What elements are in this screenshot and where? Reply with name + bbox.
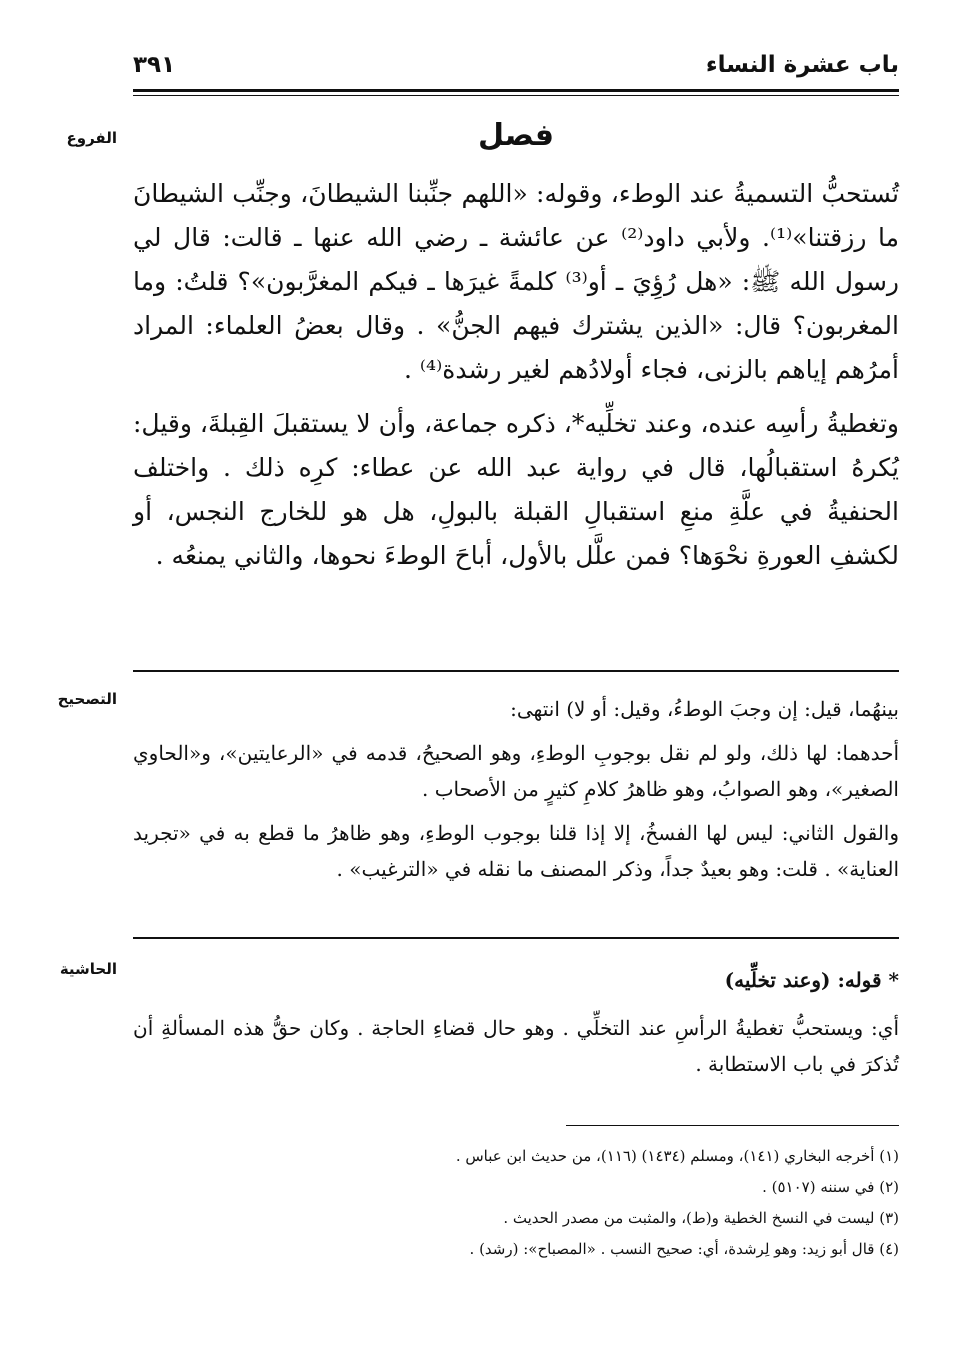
tashih-paragraph-2: أحدهما: لها ذلك، ولو لم نقل بوجوبِ الوطءِ، وهو الصحيحُ، قدمه في «الرعايتين»، و«الحاوي الصغير»، وهو الصوابُ، وهو ظاهرُ كلامِ كثيرٍ من الأصحاب .: [133, 741, 899, 801]
footnote-rule: [566, 1125, 899, 1126]
footnote-4: (٤) قال أبو زيد: وهو لِرشدة، أي: صحيح النسب . «المصباح»: (رشد) .: [469, 1240, 899, 1258]
main-paragraph-1: تُستحبُّ التسميةُ عند الوطء، وقوله: «اللهم جنِّبنا الشيطانَ، وجنِّب الشيطانَ ما رزقتنا»⁽¹⁾. ولأبي داود⁽²⁾ عن عائشة ـ رضي الله عنها ـ قالت: قال لي رسول الله ﷺ: «هل رُؤِيَ ـ أو⁽³⁾ كلمةً غيرَها ـ فيكم المغرَّبون»؟ قلتُ: وما المغربون؟ قال: «الذين يشترك فيهم الجنُّ» . وقال بعضُ العلماء: المراد أمرُهم إياهم بالزنى، فجاء أولادُهم لغير رشدة⁽⁴⁾ .: [133, 179, 899, 384]
footnote-3: (٣) ليست في النسخ الخطية و(ط)، والمثبت من مصدر الحديث .: [503, 1209, 899, 1227]
main-paragraph-2: وتغطيةُ رأسِه عنده، وعند تخلِّيه*، ذكره جماعة، وأن لا يستقبلَ القِبلةَ، وقيل: يُكرهُ استقبالُها، قال في رواية عبد الله عن عطاء: كرِه ذلك . واختلف الحنفيةُ في علَّةِ منعِ استقبالِ القبلة بالبولِ، هل هو للخارج النجس، أو لكشفِ العورةِ نحْوَها؟ فمن علَّل بالأول، أباحَ الوطءَ نحوها، والثاني يمنعُه .: [133, 409, 899, 570]
chapter-title: باب عشرة النساء: [705, 52, 899, 78]
tashih-text: [133, 691, 899, 895]
tashih-paragraph-1: بينهُما، قيل: إن وجبَ الوطءُ، وقيل: أو لا) انتهى:: [510, 697, 899, 721]
running-head: [133, 50, 899, 90]
margin-label-furu: الفروع: [66, 129, 117, 147]
section-divider-hashiya: [133, 937, 899, 939]
section-heading: فصل: [478, 118, 554, 153]
tashih-paragraph-3: والقول الثاني: ليس لها الفسخُ، إلا إذا قلنا بوجوب الوطءِ، وهو ظاهرُ ما قطع به في «تجريد العناية» . قلت: وهو بعيدٌ جداً، وذكر المصنف ما نقله في «الترغيب» .: [133, 821, 899, 881]
hashiya-text: [133, 962, 899, 1094]
margin-label-hashiya: الحاشية: [59, 960, 117, 978]
main-text: [133, 172, 899, 588]
header-rule: [133, 89, 899, 95]
footnotes: [133, 1146, 899, 1270]
section-divider-tashih: [133, 670, 899, 672]
hashiya-heading: * قوله: (وعند تخلِّيه): [724, 968, 899, 992]
hashiya-paragraph: أي: ويستحبُّ تغطيةُ الرأسِ عند التخلِّي . وهو حال قضاءِ الحاجة . وكان حقُّ هذه المسألةِ أن تُذكرَ في باب الاستطابة .: [133, 1016, 899, 1076]
footnote-1: (١) أخرجه البخاري (١٤١)، ومسلم (١٤٣٤) (١١٦)، من حديث ابن عباس .: [455, 1147, 899, 1165]
page-number: ٣٩١: [133, 52, 176, 78]
margin-label-tashih: التصحيح: [57, 690, 117, 708]
footnote-2: (٢) في سننه (٥١٠٧) .: [762, 1178, 899, 1196]
